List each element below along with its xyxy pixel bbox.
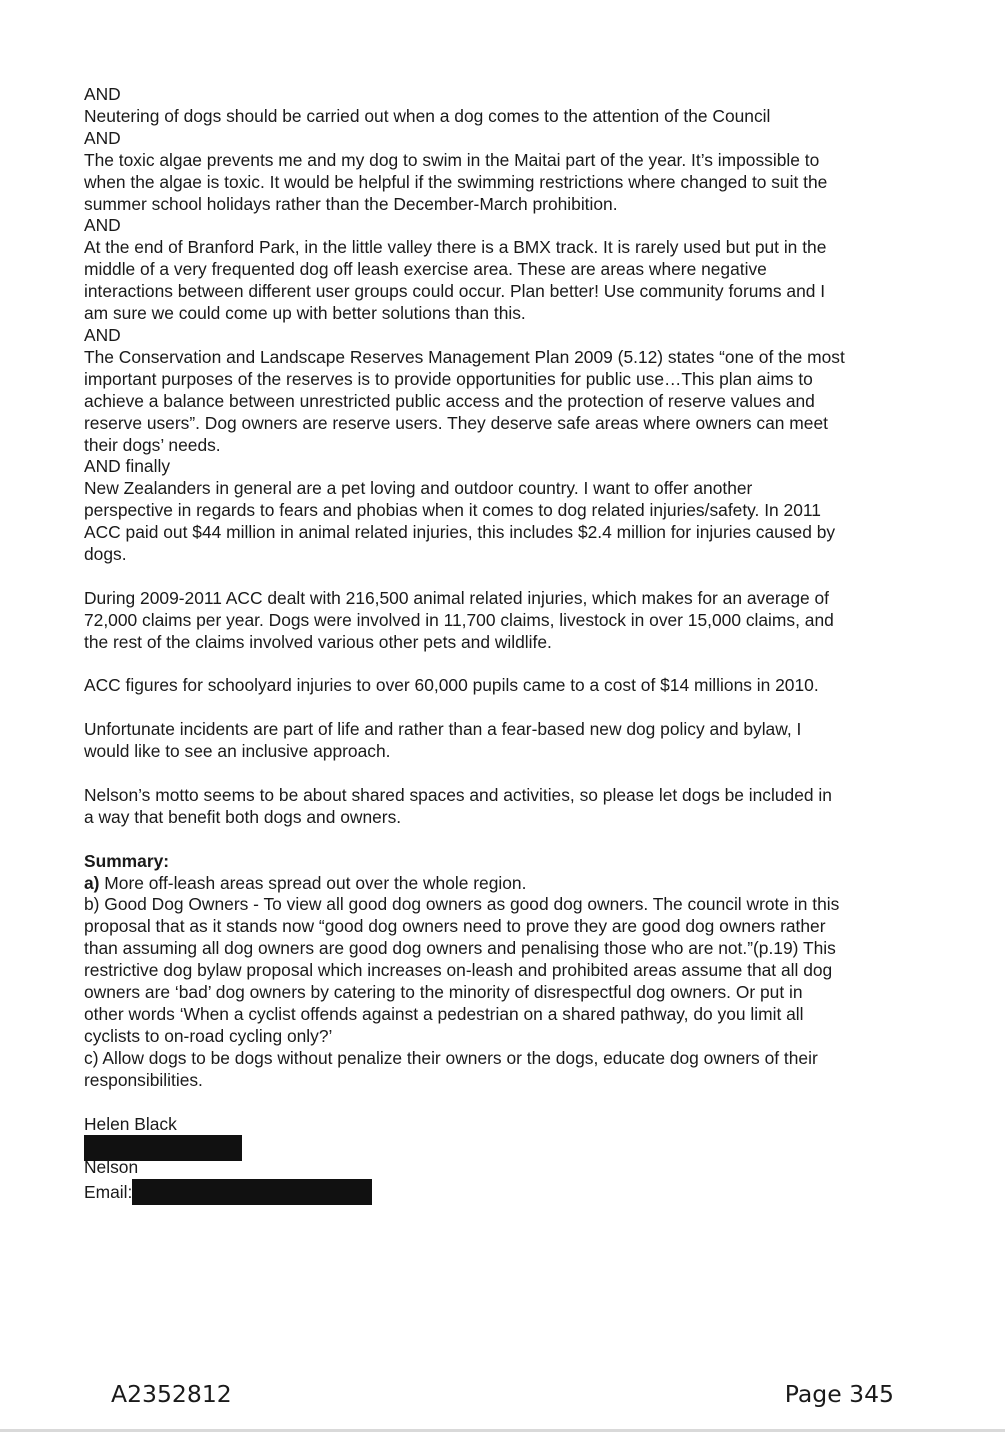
summary-item-b: b) Good Dog Owners - To view all good dog owners as good dog owners. The council wrote in this proposal that as it stands now “good dog owners need to prove they are good dog owners rather than assuming all dog owners are good dog owners and penalising those who are not.”(p.19) This restrictive dog bylaw proposal which increases on-leash and prohibited areas assume that all dog owners are ‘bad’ dog owners by catering to the minority of disrespectful dog owners. Or put in other words ‘When a cyclist offends against a pedestrian on a shared pathway, do you limit all cyclists to on-road cycling only?’ (84, 894, 840, 1046)
email-label: Email: (84, 1182, 133, 1203)
summary-heading: Summary: (84, 850, 170, 871)
paragraph-gap (84, 566, 924, 588)
paragraph-gap (84, 763, 924, 785)
summary-item-a (84, 873, 924, 895)
paragraph-gap (84, 829, 924, 851)
body-paragraph-1: AND Neutering of dogs should be carried out when a dog comes to the attention of the Council AND The toxic algae prevents me and my dog to swim in the Maitai part of the year. It’s impossible to when the algae is toxic. It would be helpful if the swimming restrictions where changed to suit the summer school holidays rather than the December-March prohibition. AND At the end of Branford Park, in the little valley there is a BMX track. It is rarely used but put in the middle of a very frequented dog off leash exercise area. These are areas where negative interactions between different user groups could occur. Plan better! Use community forums and I am sure we could come up with better solutions than this. AND The Conservation and Landscape Reserves Management Plan 2009 (5.12) states “one of the most important purposes of the reserves is to provide opportunities for public use…This plan aims to achieve a balance between unrestricted public access and the protection of reserve values and reserve users”. Dog owners are reserve users. They deserve safe areas where owners can meet their dogs’ needs. AND finally New Zealanders in general are a pet loving and outdoor country. I want to offer another perspective in regards to fears and phobias when it comes to dog related injuries/safety. In 2011 ACC paid out $44 million in animal related injuries, this includes $2.4 million for injuries caused by dogs. (84, 84, 845, 565)
body-paragraph-2: During 2009-2011 ACC dealt with 216,500 animal related injuries, which makes for an average of 72,000 claims per year. Dogs were involved in 11,700 claims, livestock in over 15,000 claims, and the rest of the claims involved various other pets and wildlife. (84, 587, 834, 652)
redaction-block (132, 1179, 372, 1205)
body-paragraph-5: Nelson’s motto seems to be about shared spaces and activities, so please let dogs be included in a way that benefit both dogs and owners. (84, 784, 832, 827)
signature-address-line (84, 1135, 924, 1157)
summary-item-a-label: a) (84, 872, 100, 893)
page-number: Page 345 (784, 1380, 894, 1408)
document-body (84, 84, 924, 1205)
summary-item-a-text: More off-leash areas spread out over the whole region. (99, 872, 527, 893)
body-paragraph-4: Unfortunate incidents are part of life and rather than a fear-based new dog policy and bylaw, I would like to see an inclusive approach. (84, 719, 802, 762)
page-footer (111, 1380, 894, 1408)
signature-email-line (84, 1179, 924, 1205)
summary-item-c: c) Allow dogs to be dogs without penalize their owners or the dogs, educate dog owners of their responsibilities. (84, 1047, 818, 1090)
body-paragraph-3: ACC figures for schoolyard injuries to over 60,000 pupils came to a cost of $14 millions in 2010. (84, 675, 819, 696)
paragraph-gap (84, 697, 924, 719)
paragraph-gap (84, 1092, 924, 1114)
paragraph-gap (84, 654, 924, 676)
signature-name: Helen Black (84, 1113, 177, 1134)
document-id: A2352812 (111, 1380, 232, 1408)
signature-city: Nelson (84, 1157, 139, 1178)
